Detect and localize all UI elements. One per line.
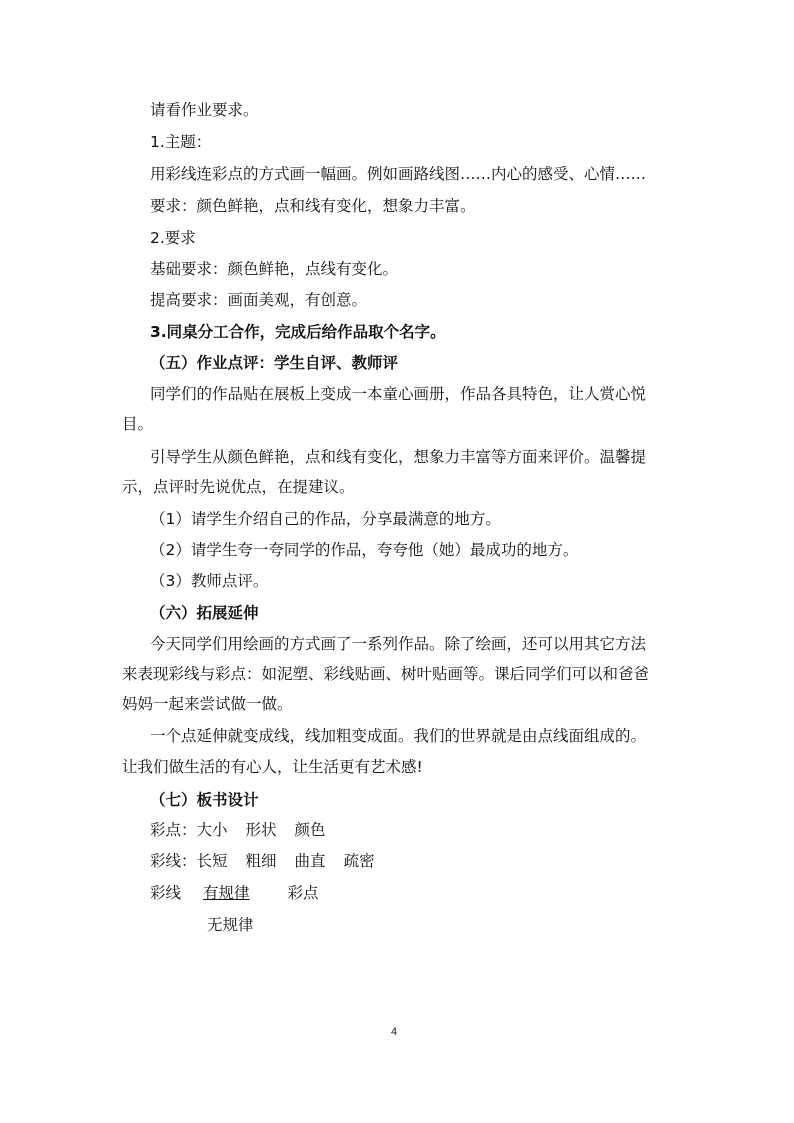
paragraph-line: 请看作业要求。	[150, 101, 259, 119]
board-label: 彩点：	[150, 821, 197, 839]
board-label: 彩线：	[150, 852, 197, 870]
board-row-relation	[150, 883, 710, 903]
section-heading: 2.要求	[150, 229, 196, 247]
section-heading: 3.同桌分工合作，完成后给作品取个名字。	[150, 323, 446, 341]
paragraph-line: 让我们做生活的有心人，让生活更有艺术感!	[122, 758, 423, 776]
board-item: 曲直	[294, 852, 326, 870]
list-item: （2）请学生夸一夸同学的作品，夸夸他（她）最成功的地方。	[150, 541, 579, 559]
board-item: 大小	[196, 821, 228, 839]
paragraph-line: 示，点评时先说优点，在提建议。	[122, 478, 355, 496]
section-heading: （六）拓展延伸	[150, 604, 259, 622]
board-right-label: 彩点	[287, 884, 319, 902]
list-item: （1）请学生介绍自己的作品，分享最满意的地方。	[150, 510, 501, 528]
board-item: 长短	[196, 852, 228, 870]
board-upper-label: 有规律	[203, 884, 250, 902]
paragraph-line: 引导学生从颜色鲜艳，点和线有变化，想象力丰富等方面来评价。温馨提	[150, 448, 647, 466]
paragraph-line: 基础要求：颜色鲜艳，点线有变化。	[150, 260, 399, 278]
section-heading: （五）作业点评：学生自评、教师评	[150, 354, 399, 372]
board-item: 粗细	[245, 852, 277, 870]
board-lower-label: 无规律	[207, 916, 254, 934]
paragraph-line: 同学们的作品贴在展板上变成一本童心画册，作品各具特色，让人赏心悦	[150, 385, 647, 403]
paragraph-line: 用彩线连彩点的方式画一幅画。例如画路线图……内心的感受、心情……	[150, 165, 647, 183]
paragraph-line: 一个点延伸就变成线，线加粗变成面。我们的世界就是由点线面组成的。	[150, 727, 647, 745]
page-number: 4	[391, 1026, 398, 1038]
section-heading: 1.主题：	[150, 133, 212, 151]
paragraph-line: 妈妈一起来尝试做一做。	[122, 695, 293, 713]
board-row-lines	[150, 851, 710, 871]
paragraph-line: 提高要求：画面美观，有创意。	[150, 291, 368, 309]
board-item: 疏密	[343, 852, 375, 870]
board-item: 形状	[245, 821, 277, 839]
board-row-points	[150, 820, 710, 840]
board-left-label: 彩线	[150, 884, 182, 902]
board-item: 颜色	[294, 821, 326, 839]
paragraph-line: 今天同学们用绘画的方式画了一系列作品。除了绘画，还可以用其它方法	[150, 635, 647, 653]
section-heading: （七）板书设计	[150, 791, 259, 809]
paragraph-line: 要求：颜色鲜艳，点和线有变化，想象力丰富。	[150, 197, 476, 215]
paragraph-line: 目。	[122, 415, 154, 433]
list-item: （3）教师点评。	[150, 572, 269, 590]
paragraph-line: 来表现彩线与彩点：如泥塑、彩线贴画、树叶贴画等。课后同学们可以和爸爸	[122, 665, 650, 683]
